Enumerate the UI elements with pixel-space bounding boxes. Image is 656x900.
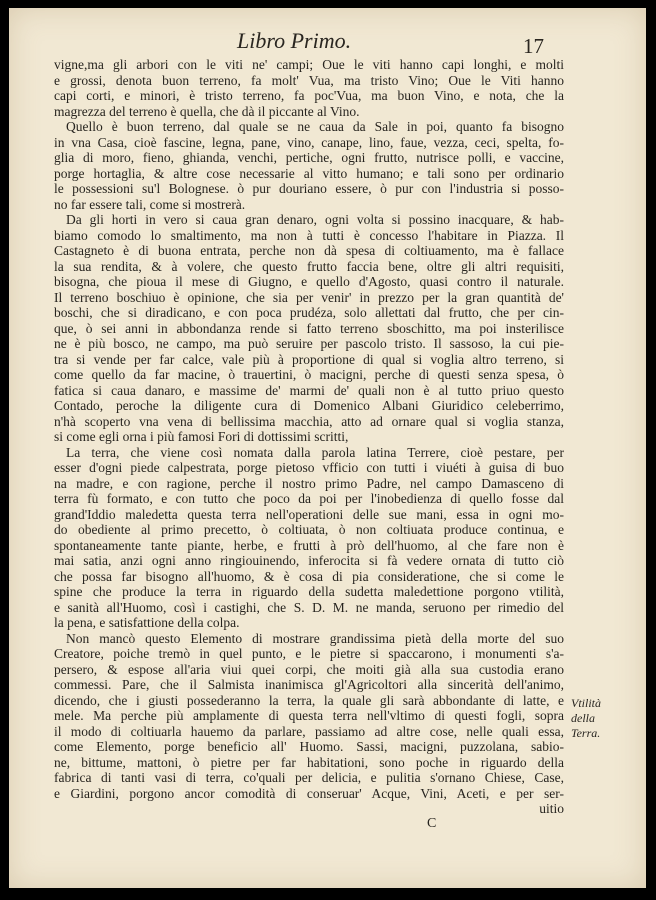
text-line: boschi, che si diradicano, e con poca prudéza, solo allettati dal frutto, che per cin- xyxy=(54,305,564,320)
text-line: persero, & espose all'aria viui quei corpi, che moiti già alla sua custodia erano xyxy=(54,661,564,677)
book-page xyxy=(9,8,646,888)
text-line: e sanità all'Huomo, così i castighi, che S. D. M. ne manda, seruono per rimedio del xyxy=(54,599,564,615)
text-line: commessi. Pare, che il Salmista inanimisca gl'Agricoltori alla sincerità dell'animo, xyxy=(54,677,564,692)
text-line: Il terreno boschiuo è opinione, che sia per venir' in prezzo per la gran quantità de' xyxy=(54,289,564,305)
text-line: n'hà scoperto vna vena di bellissima macchia, atto ad ornare qual si voglia stanza, xyxy=(54,413,564,429)
text-line: biamo comodo lo smaltimento, ma non à tutti è concesso l'habitare in Piazza. Il xyxy=(54,227,564,243)
text-line: il modo di coltiuarla hauemo da parlare, passiamo ad altre cose, nelle quali essa, xyxy=(54,723,564,739)
text-line: spine che produce la terra in riguardo della sudetta maledettione porgono vtilità, xyxy=(54,584,564,599)
text-line: vigne,ma gli arbori con le viti ne' campi; Oue le viti hanno capi longhi, e molti xyxy=(54,57,564,72)
text-line: mele. Ma perche più amplamente di questa terra nell'vltimo di questi fogli, sopra xyxy=(54,708,564,723)
catchword: uitio xyxy=(539,801,564,816)
text-line: no far essere tali, come si mostrerà. xyxy=(54,196,246,212)
text-line: e grossi, denota buon terreno, fa molt' Vua, ma tristo Vino; Oue le Viti hanno xyxy=(54,72,564,88)
text-line: na madre, e con ragione, perche il nostro primo Padre, nel campo Damasceno di xyxy=(54,475,564,491)
text-line: capi corti, e minori, è tristo terreno, fa poc'Vua, ma buon Vino, e nota, che la xyxy=(54,88,564,103)
text-line: porge hortaglia, & altre cose necessarie al vitto humano; e tali sono per ordinario xyxy=(54,165,564,181)
text-line: che possa far bisogno all'huomo, & è cosa di pia consideratione, che si come le xyxy=(54,568,564,584)
text-line: esser d'ogni piede calpestrata, porge pietoso vfficio con tutti i viuéti à guisa di buo xyxy=(54,460,564,475)
text-line: mai satia, anzi ogni anno ringiouinendo, inferocita si fà vedere ornata di tutto ciò xyxy=(54,553,564,568)
text-line: Creatore, poiche tremò in quel punto, e le pietre si spaccarono, i monumenti s'a- xyxy=(54,646,564,661)
text-line: Contado, peroche la diligente cura di Domenico Albani Giuridico celeberrimo, xyxy=(54,398,564,413)
text-line: fatica si caua danaro, e massime de' marmi de' quali non è al tutto priuo questo xyxy=(54,382,564,398)
text-line: Quello è buon terreno, dal quale se ne caua da Sale in poi, quanto fa bisogno xyxy=(66,119,564,134)
running-head: Libro Primo. xyxy=(237,28,352,53)
text-line: Castagneto è di buona entrata, perche non dà spesa di coltiuamento, ma è fallace xyxy=(54,243,564,258)
text-line: que, ò sei anni in abbondanza rende si fatto terreno sboschitto, ma poi insterilisce xyxy=(54,320,564,336)
page-number: 17 xyxy=(523,34,544,58)
text-line: come quello da far macine, ò trauertini, ò macigni, perche di questi senza spesa, ò xyxy=(54,367,564,382)
margin-note xyxy=(571,696,631,741)
text-line: bisogna, che pioua il mese di Giugno, e quello d'Agosto, quasi contro il naturale. xyxy=(54,274,564,289)
text-line: dicendo, che i giusti possederanno la terra, la quale gli sarà abbondante di latte, e xyxy=(54,692,564,708)
text-line: magrezza del terreno è quella, che dà il piccante al Vino. xyxy=(54,103,360,119)
text-line: do obediente al primo precetto, ò coltiuata, ò non coltiuata produce continua, e xyxy=(54,522,564,537)
margin-note-line: della xyxy=(571,711,595,725)
text-line: fabrica di tanti vasi di terra, co'quali per delicia, e pulitia s'ornano Chiese, Case, xyxy=(54,770,564,785)
text-line: la pena, e satisfattione della colpa. xyxy=(54,615,240,630)
text-line: glia di moro, fieno, ghianda, venchi, pertiche, ogni frutto, nutrisce polli, e vaccine, xyxy=(54,150,564,165)
text-line: terra fù formato, e con tutto che poco da poi per l'inobedienza di quello fosse dal xyxy=(54,491,564,506)
text-line: la sua rendita, & à volere, che questo frutto faccia bene, oltre gli altri requisiti, xyxy=(54,258,564,274)
margin-note-line: Vtilità xyxy=(571,696,601,710)
text-line: La terra, che viene così nomata dalla parola latina Terrere, cioè pestare, per xyxy=(66,444,564,460)
text-line: Da gli horti in vero si caua gran denaro, ogni volta si possino inacquare, & hab- xyxy=(66,212,564,227)
signature-mark: C xyxy=(427,816,437,831)
body-text xyxy=(54,57,564,817)
text-line: le possessioni su'l Bolognese. ò pur douriano essere, ò pur con l'industria si posso- xyxy=(54,181,564,196)
text-line: come Elemento, porge beneficio all' Huomo. Sassi, macigni, puzzolana, sabio- xyxy=(54,739,564,754)
margin-note-line: Terra. xyxy=(571,726,601,740)
text-line: tra si vende per far calce, vale più à proportione di qual si voglia altro terreno, si xyxy=(54,351,564,367)
text-line: ne è più bosco, ne campo, ma può seruire per pascolo tristo. Il sassoso, la cui pie- xyxy=(54,336,564,351)
text-line: e Giardini, porgono ancor comodità di conseruar' Acque, Vini, Aceti, e per ser- xyxy=(54,785,564,801)
text-line: Non mancò questo Elemento di mostrare grandissima pietà della morte del suo xyxy=(66,630,564,646)
text-line: in vna Casa, cioè fascine, legna, pane, vino, canape, lino, faue, vezza, ceci, spelta, fo- xyxy=(54,134,564,150)
text-line: grand'Iddio maledetta questa terra nell'operationi delle sue mani, essa in ogni mo- xyxy=(54,506,564,522)
text-line: si come egli orna i più famosi Fori di dottissimi scritti, xyxy=(54,429,349,444)
text-line: ne, bittume, mattoni, ò pietre per far habitationi, sono poche in riguardo della xyxy=(54,754,564,770)
text-line: spontaneamente tante piante, herbe, e frutti à prò dell'huomo, al che fare non è xyxy=(54,537,564,553)
